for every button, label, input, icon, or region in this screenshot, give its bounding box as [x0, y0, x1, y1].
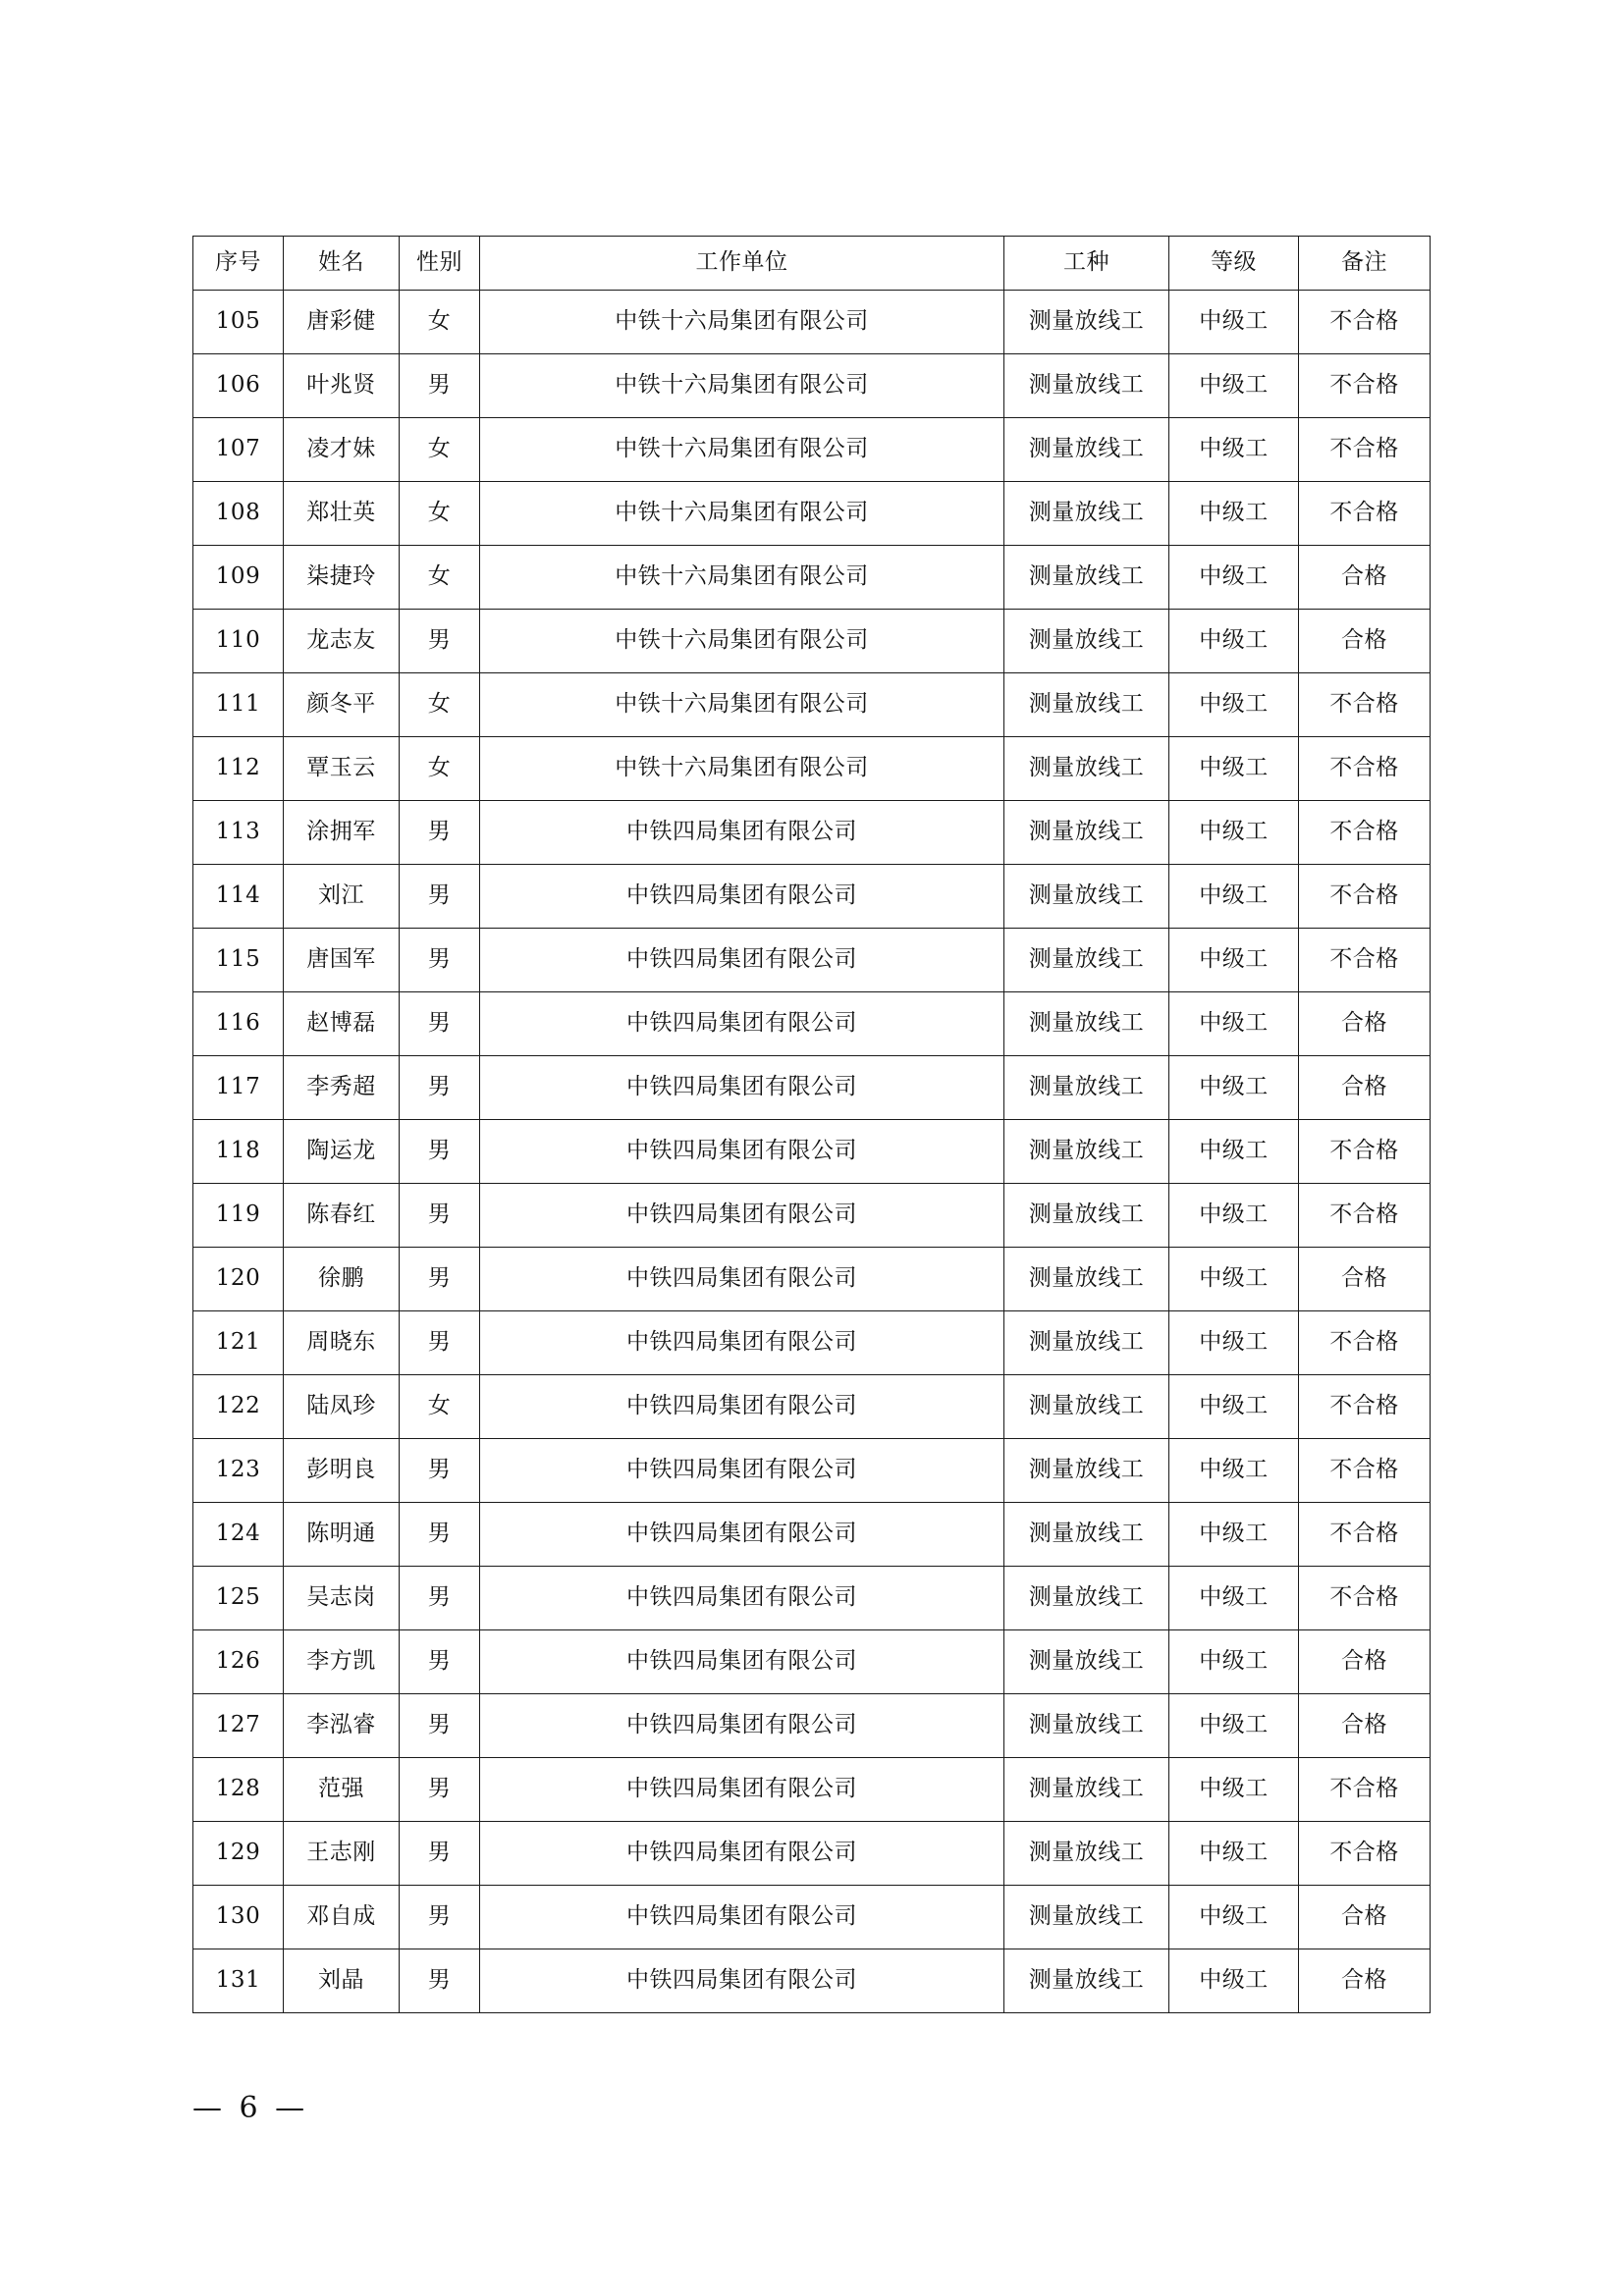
- cell-workunit: 中铁四局集团有限公司: [480, 992, 1004, 1056]
- cell-remark: 不合格: [1299, 1758, 1431, 1822]
- cell-index: 128: [193, 1758, 284, 1822]
- cell-remark: 不合格: [1299, 1120, 1431, 1184]
- cell-jobtype: 测量放线工: [1004, 1184, 1169, 1248]
- cell-gender: 男: [400, 1056, 480, 1120]
- cell-level: 中级工: [1169, 992, 1299, 1056]
- cell-gender: 男: [400, 1311, 480, 1375]
- cell-gender: 女: [400, 546, 480, 610]
- cell-jobtype: 测量放线工: [1004, 1694, 1169, 1758]
- cell-level: 中级工: [1169, 801, 1299, 865]
- cell-name: 唐彩健: [284, 291, 400, 354]
- cell-workunit: 中铁四局集团有限公司: [480, 929, 1004, 992]
- cell-index: 119: [193, 1184, 284, 1248]
- cell-name: 刘江: [284, 865, 400, 929]
- cell-jobtype: 测量放线工: [1004, 929, 1169, 992]
- cell-workunit: 中铁四局集团有限公司: [480, 1120, 1004, 1184]
- table-row: [193, 1567, 1431, 1630]
- cell-gender: 女: [400, 673, 480, 737]
- cell-level: 中级工: [1169, 1375, 1299, 1439]
- cell-workunit: 中铁十六局集团有限公司: [480, 546, 1004, 610]
- cell-name: 覃玉云: [284, 737, 400, 801]
- cell-remark: 不合格: [1299, 801, 1431, 865]
- cell-index: 116: [193, 992, 284, 1056]
- cell-gender: 男: [400, 1567, 480, 1630]
- column-header-name: 姓名: [284, 237, 400, 291]
- cell-name: 陶运龙: [284, 1120, 400, 1184]
- table-row: [193, 1630, 1431, 1694]
- cell-workunit: 中铁四局集团有限公司: [480, 1311, 1004, 1375]
- cell-jobtype: 测量放线工: [1004, 1886, 1169, 1949]
- cell-jobtype: 测量放线工: [1004, 1120, 1169, 1184]
- cell-workunit: 中铁四局集团有限公司: [480, 865, 1004, 929]
- column-header-gender: 性别: [400, 237, 480, 291]
- cell-gender: 男: [400, 1822, 480, 1886]
- cell-jobtype: 测量放线工: [1004, 865, 1169, 929]
- cell-remark: 合格: [1299, 1694, 1431, 1758]
- cell-remark: 不合格: [1299, 865, 1431, 929]
- cell-remark: 合格: [1299, 610, 1431, 673]
- cell-index: 105: [193, 291, 284, 354]
- cell-index: 108: [193, 482, 284, 546]
- cell-jobtype: 测量放线工: [1004, 482, 1169, 546]
- roster-table-container: [192, 236, 1430, 2013]
- cell-workunit: 中铁四局集团有限公司: [480, 1822, 1004, 1886]
- cell-workunit: 中铁十六局集团有限公司: [480, 673, 1004, 737]
- table-row: [193, 1248, 1431, 1311]
- table-row: [193, 1184, 1431, 1248]
- cell-gender: 女: [400, 1375, 480, 1439]
- cell-workunit: 中铁四局集团有限公司: [480, 1248, 1004, 1311]
- cell-index: 120: [193, 1248, 284, 1311]
- cell-workunit: 中铁四局集团有限公司: [480, 1439, 1004, 1503]
- cell-jobtype: 测量放线工: [1004, 1822, 1169, 1886]
- column-header-level: 等级: [1169, 237, 1299, 291]
- cell-level: 中级工: [1169, 1503, 1299, 1567]
- cell-level: 中级工: [1169, 546, 1299, 610]
- cell-level: 中级工: [1169, 1630, 1299, 1694]
- cell-index: 113: [193, 801, 284, 865]
- cell-workunit: 中铁四局集团有限公司: [480, 1694, 1004, 1758]
- cell-level: 中级工: [1169, 610, 1299, 673]
- cell-workunit: 中铁四局集团有限公司: [480, 1056, 1004, 1120]
- cell-name: 陈明通: [284, 1503, 400, 1567]
- cell-remark: 不合格: [1299, 418, 1431, 482]
- cell-index: 109: [193, 546, 284, 610]
- cell-gender: 男: [400, 929, 480, 992]
- table-row: [193, 929, 1431, 992]
- cell-level: 中级工: [1169, 1567, 1299, 1630]
- table-row: [193, 418, 1431, 482]
- cell-name: 郑壮英: [284, 482, 400, 546]
- cell-gender: 男: [400, 1758, 480, 1822]
- table-row: [193, 291, 1431, 354]
- cell-remark: 合格: [1299, 1056, 1431, 1120]
- cell-jobtype: 测量放线工: [1004, 1248, 1169, 1311]
- cell-name: 范强: [284, 1758, 400, 1822]
- cell-index: 131: [193, 1949, 284, 2013]
- cell-name: 涂拥军: [284, 801, 400, 865]
- cell-remark: 不合格: [1299, 1184, 1431, 1248]
- cell-gender: 女: [400, 737, 480, 801]
- cell-remark: 不合格: [1299, 354, 1431, 418]
- table-header-row: [193, 237, 1431, 291]
- cell-level: 中级工: [1169, 1822, 1299, 1886]
- table-row: [193, 354, 1431, 418]
- cell-level: 中级工: [1169, 929, 1299, 992]
- cell-jobtype: 测量放线工: [1004, 610, 1169, 673]
- cell-gender: 男: [400, 1248, 480, 1311]
- cell-remark: 不合格: [1299, 1375, 1431, 1439]
- cell-index: 127: [193, 1694, 284, 1758]
- cell-name: 徐鹏: [284, 1248, 400, 1311]
- table-row: [193, 737, 1431, 801]
- cell-level: 中级工: [1169, 291, 1299, 354]
- table-row: [193, 1694, 1431, 1758]
- cell-level: 中级工: [1169, 1694, 1299, 1758]
- cell-remark: 合格: [1299, 1886, 1431, 1949]
- cell-jobtype: 测量放线工: [1004, 1758, 1169, 1822]
- cell-workunit: 中铁四局集团有限公司: [480, 1949, 1004, 2013]
- cell-level: 中级工: [1169, 354, 1299, 418]
- table-row: [193, 1056, 1431, 1120]
- cell-jobtype: 测量放线工: [1004, 1949, 1169, 2013]
- cell-workunit: 中铁十六局集团有限公司: [480, 418, 1004, 482]
- cell-remark: 不合格: [1299, 291, 1431, 354]
- cell-name: 柒捷玲: [284, 546, 400, 610]
- cell-workunit: 中铁四局集团有限公司: [480, 1184, 1004, 1248]
- cell-jobtype: 测量放线工: [1004, 1311, 1169, 1375]
- cell-remark: 不合格: [1299, 929, 1431, 992]
- page-number: — 6 —: [192, 2091, 309, 2125]
- cell-gender: 男: [400, 1184, 480, 1248]
- cell-workunit: 中铁四局集团有限公司: [480, 1503, 1004, 1567]
- column-header-remark: 备注: [1299, 237, 1431, 291]
- cell-gender: 男: [400, 1949, 480, 2013]
- cell-index: 114: [193, 865, 284, 929]
- cell-level: 中级工: [1169, 673, 1299, 737]
- cell-index: 121: [193, 1311, 284, 1375]
- cell-index: 129: [193, 1822, 284, 1886]
- cell-remark: 合格: [1299, 1248, 1431, 1311]
- table-row: [193, 482, 1431, 546]
- cell-gender: 女: [400, 482, 480, 546]
- cell-jobtype: 测量放线工: [1004, 546, 1169, 610]
- cell-level: 中级工: [1169, 1120, 1299, 1184]
- cell-name: 陆凤珍: [284, 1375, 400, 1439]
- table-row: [193, 992, 1431, 1056]
- table-row: [193, 1949, 1431, 2013]
- cell-name: 唐国军: [284, 929, 400, 992]
- cell-index: 110: [193, 610, 284, 673]
- table-row: [193, 1439, 1431, 1503]
- cell-gender: 男: [400, 1630, 480, 1694]
- cell-workunit: 中铁四局集团有限公司: [480, 1567, 1004, 1630]
- cell-gender: 男: [400, 1503, 480, 1567]
- cell-remark: 合格: [1299, 546, 1431, 610]
- table-header: [193, 237, 1431, 291]
- cell-jobtype: 测量放线工: [1004, 1630, 1169, 1694]
- table-row: [193, 801, 1431, 865]
- cell-index: 115: [193, 929, 284, 992]
- table-row: [193, 1886, 1431, 1949]
- cell-gender: 男: [400, 801, 480, 865]
- cell-jobtype: 测量放线工: [1004, 1439, 1169, 1503]
- cell-name: 陈春红: [284, 1184, 400, 1248]
- cell-jobtype: 测量放线工: [1004, 801, 1169, 865]
- column-header-workunit: 工作单位: [480, 237, 1004, 291]
- table-row: [193, 1120, 1431, 1184]
- cell-index: 111: [193, 673, 284, 737]
- cell-gender: 男: [400, 992, 480, 1056]
- cell-name: 龙志友: [284, 610, 400, 673]
- cell-name: 吴志岗: [284, 1567, 400, 1630]
- column-header-jobtype: 工种: [1004, 237, 1169, 291]
- cell-level: 中级工: [1169, 482, 1299, 546]
- cell-index: 112: [193, 737, 284, 801]
- cell-gender: 男: [400, 354, 480, 418]
- cell-remark: 不合格: [1299, 737, 1431, 801]
- cell-index: 107: [193, 418, 284, 482]
- cell-workunit: 中铁十六局集团有限公司: [480, 291, 1004, 354]
- cell-name: 李方凯: [284, 1630, 400, 1694]
- cell-jobtype: 测量放线工: [1004, 418, 1169, 482]
- cell-level: 中级工: [1169, 865, 1299, 929]
- cell-gender: 男: [400, 1439, 480, 1503]
- cell-gender: 男: [400, 1120, 480, 1184]
- cell-workunit: 中铁四局集团有限公司: [480, 1630, 1004, 1694]
- cell-jobtype: 测量放线工: [1004, 1567, 1169, 1630]
- cell-remark: 合格: [1299, 1630, 1431, 1694]
- table-row: [193, 546, 1431, 610]
- cell-index: 123: [193, 1439, 284, 1503]
- cell-remark: 不合格: [1299, 1439, 1431, 1503]
- cell-name: 李泓睿: [284, 1694, 400, 1758]
- table-row: [193, 1311, 1431, 1375]
- cell-gender: 女: [400, 291, 480, 354]
- cell-jobtype: 测量放线工: [1004, 1056, 1169, 1120]
- cell-jobtype: 测量放线工: [1004, 992, 1169, 1056]
- cell-level: 中级工: [1169, 1311, 1299, 1375]
- cell-name: 刘晶: [284, 1949, 400, 2013]
- cell-level: 中级工: [1169, 1439, 1299, 1503]
- cell-workunit: 中铁十六局集团有限公司: [480, 737, 1004, 801]
- cell-name: 邓自成: [284, 1886, 400, 1949]
- cell-name: 颜冬平: [284, 673, 400, 737]
- cell-gender: 男: [400, 1694, 480, 1758]
- table-row: [193, 610, 1431, 673]
- cell-jobtype: 测量放线工: [1004, 354, 1169, 418]
- cell-level: 中级工: [1169, 1248, 1299, 1311]
- table-row: [193, 1822, 1431, 1886]
- cell-level: 中级工: [1169, 1056, 1299, 1120]
- cell-gender: 男: [400, 1886, 480, 1949]
- cell-workunit: 中铁四局集团有限公司: [480, 801, 1004, 865]
- cell-name: 李秀超: [284, 1056, 400, 1120]
- table-row: [193, 673, 1431, 737]
- table-row: [193, 1503, 1431, 1567]
- cell-remark: 合格: [1299, 1949, 1431, 2013]
- cell-name: 彭明良: [284, 1439, 400, 1503]
- cell-workunit: 中铁十六局集团有限公司: [480, 610, 1004, 673]
- roster-table: [192, 236, 1431, 2013]
- cell-workunit: 中铁四局集团有限公司: [480, 1758, 1004, 1822]
- cell-index: 122: [193, 1375, 284, 1439]
- cell-jobtype: 测量放线工: [1004, 291, 1169, 354]
- table-body: [193, 291, 1431, 2013]
- cell-workunit: 中铁十六局集团有限公司: [480, 482, 1004, 546]
- cell-remark: 不合格: [1299, 482, 1431, 546]
- cell-index: 118: [193, 1120, 284, 1184]
- cell-index: 130: [193, 1886, 284, 1949]
- cell-index: 126: [193, 1630, 284, 1694]
- cell-workunit: 中铁四局集团有限公司: [480, 1886, 1004, 1949]
- cell-remark: 不合格: [1299, 1503, 1431, 1567]
- cell-level: 中级工: [1169, 737, 1299, 801]
- cell-index: 125: [193, 1567, 284, 1630]
- cell-gender: 男: [400, 865, 480, 929]
- cell-name: 王志刚: [284, 1822, 400, 1886]
- cell-jobtype: 测量放线工: [1004, 1503, 1169, 1567]
- cell-jobtype: 测量放线工: [1004, 737, 1169, 801]
- cell-name: 叶兆贤: [284, 354, 400, 418]
- cell-remark: 不合格: [1299, 673, 1431, 737]
- cell-gender: 男: [400, 610, 480, 673]
- cell-jobtype: 测量放线工: [1004, 673, 1169, 737]
- cell-jobtype: 测量放线工: [1004, 1375, 1169, 1439]
- cell-index: 106: [193, 354, 284, 418]
- table-row: [193, 865, 1431, 929]
- cell-level: 中级工: [1169, 1886, 1299, 1949]
- cell-index: 124: [193, 1503, 284, 1567]
- column-header-index: 序号: [193, 237, 284, 291]
- cell-workunit: 中铁十六局集团有限公司: [480, 354, 1004, 418]
- cell-level: 中级工: [1169, 1758, 1299, 1822]
- cell-level: 中级工: [1169, 418, 1299, 482]
- table-row: [193, 1758, 1431, 1822]
- cell-level: 中级工: [1169, 1184, 1299, 1248]
- cell-gender: 女: [400, 418, 480, 482]
- cell-name: 赵博磊: [284, 992, 400, 1056]
- table-row: [193, 1375, 1431, 1439]
- cell-level: 中级工: [1169, 1949, 1299, 2013]
- cell-remark: 不合格: [1299, 1567, 1431, 1630]
- cell-workunit: 中铁四局集团有限公司: [480, 1375, 1004, 1439]
- cell-remark: 不合格: [1299, 1311, 1431, 1375]
- cell-remark: 合格: [1299, 992, 1431, 1056]
- cell-name: 周晓东: [284, 1311, 400, 1375]
- cell-name: 凌才妹: [284, 418, 400, 482]
- cell-index: 117: [193, 1056, 284, 1120]
- cell-remark: 不合格: [1299, 1822, 1431, 1886]
